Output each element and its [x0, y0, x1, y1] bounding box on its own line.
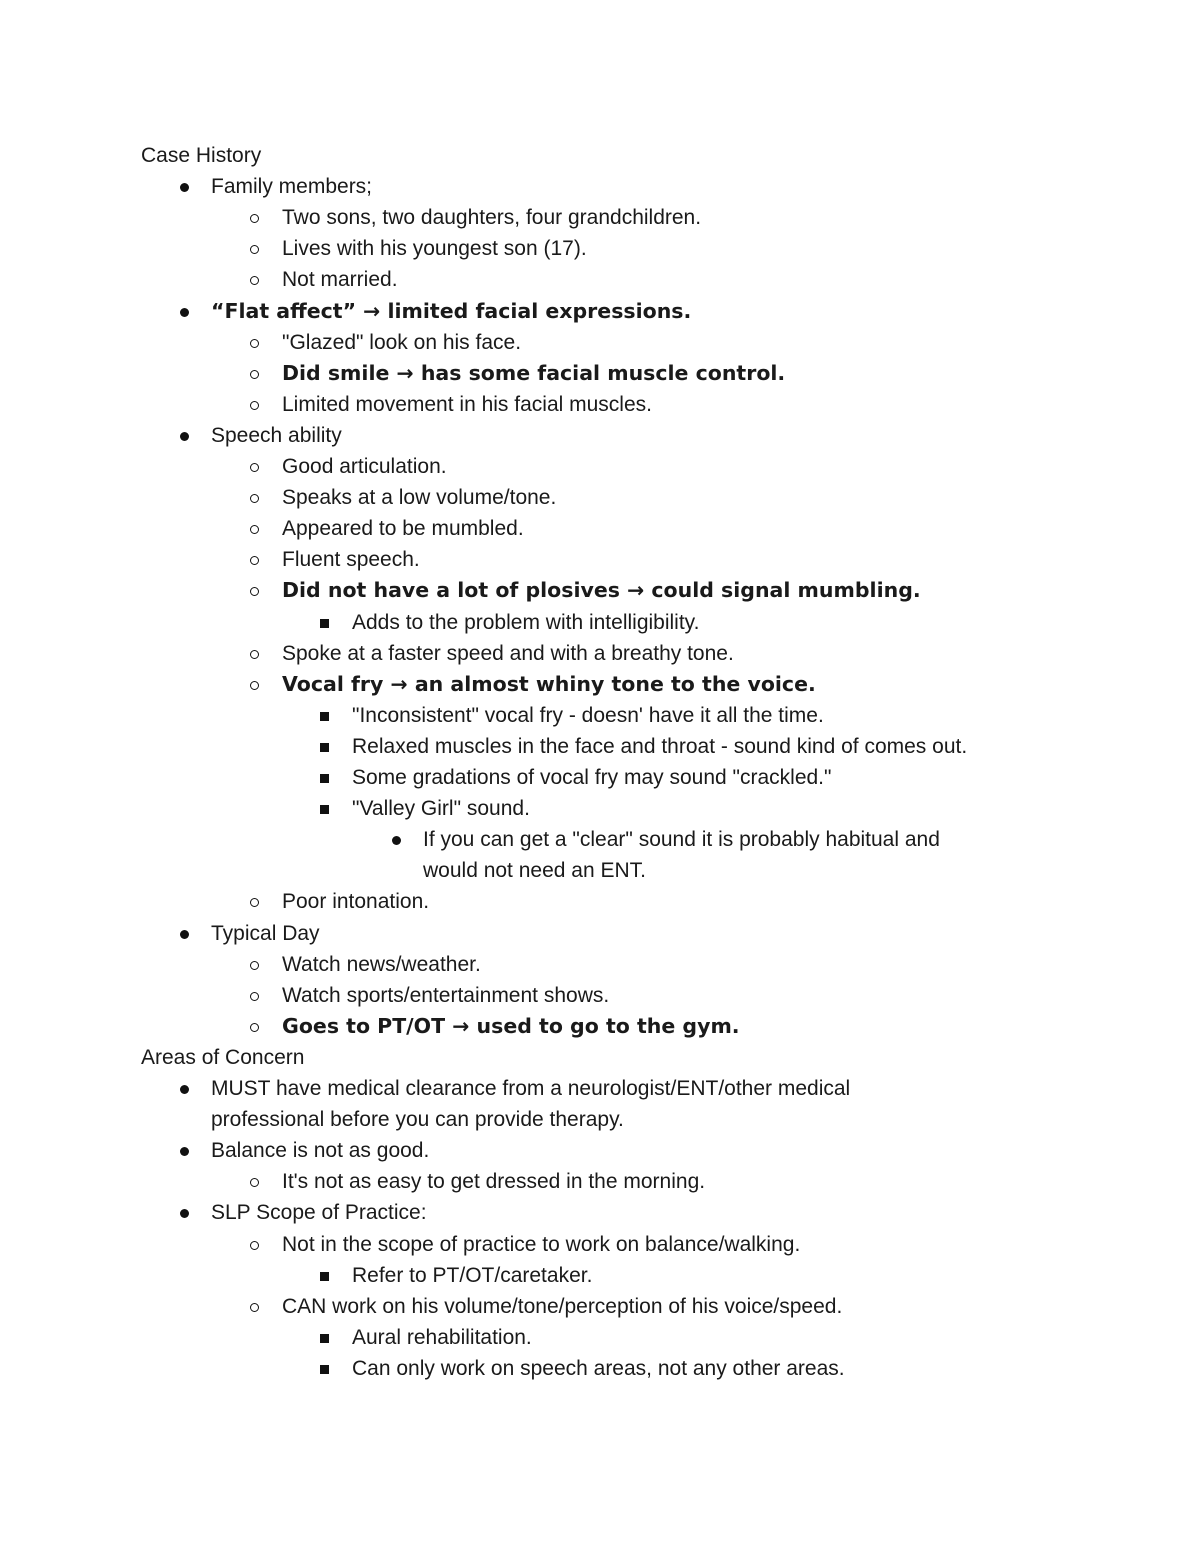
bullet-icon — [250, 992, 259, 1001]
list-item-text: Limited movement in his facial muscles. — [282, 392, 652, 416]
list-item — [423, 855, 646, 886]
list-item-text: Did not have a lot of plosives → could signal mumbling. — [282, 578, 921, 603]
bullet-icon — [180, 183, 189, 192]
list-item — [282, 949, 481, 980]
list-item — [211, 420, 342, 451]
bullet-icon — [320, 1334, 329, 1343]
list-item-text: Relaxed muscles in the face and throat - sound kind of comes out. — [352, 734, 968, 758]
list-item-text: Spoke at a faster speed and with a breathy tone. — [282, 641, 734, 665]
list-item-text: "Valley Girl" sound. — [352, 797, 530, 821]
bullet-icon — [250, 370, 259, 379]
list-item — [282, 886, 429, 917]
list-item-text: Did smile → has some facial muscle control. — [282, 360, 786, 385]
list-item — [282, 264, 398, 295]
bullet-icon — [250, 650, 259, 659]
list-item — [352, 793, 530, 824]
list-item — [211, 1073, 850, 1104]
list-item — [282, 358, 785, 389]
list-item-text: Goes to PT/OT → used to go to the gym. — [282, 1013, 740, 1038]
list-item-text: If you can get a "clear" sound it is probably habitual and — [423, 828, 940, 852]
list-item — [211, 1197, 427, 1228]
list-item — [282, 575, 921, 606]
list-item-text: Balance is not as good. — [211, 1139, 430, 1163]
bullet-icon — [250, 494, 259, 503]
list-item — [282, 544, 420, 575]
list-item-text: Good articulation. — [282, 455, 447, 478]
bullet-icon — [180, 432, 189, 441]
list-item — [211, 1104, 624, 1135]
list-item-text: Poor intonation. — [282, 890, 430, 914]
list-item-text: Some gradations of vocal fry may sound "crackled." — [352, 766, 832, 789]
list-item — [282, 482, 556, 513]
section-heading — [141, 1042, 304, 1073]
bullet-icon — [250, 463, 259, 472]
bullet-icon — [250, 1303, 259, 1312]
bullet-icon — [250, 681, 259, 690]
list-item — [282, 202, 701, 233]
bullet-icon — [392, 836, 401, 845]
list-item-text: SLP Scope of Practice: — [211, 1201, 427, 1225]
list-item-text: Family members; — [211, 175, 373, 199]
list-item-text: Areas of Concern — [141, 1045, 305, 1069]
bullet-icon — [180, 930, 189, 939]
bullet-icon — [250, 961, 259, 970]
list-item — [282, 1166, 705, 1197]
bullet-icon — [250, 525, 259, 534]
list-item — [352, 1353, 845, 1384]
bullet-icon — [320, 712, 329, 721]
bullet-icon — [250, 401, 259, 410]
bullet-icon — [250, 214, 259, 223]
bullet-icon — [320, 774, 329, 783]
list-item — [352, 731, 967, 762]
bullet-icon — [180, 1085, 189, 1094]
list-item-text: Fluent speech. — [282, 548, 420, 572]
list-item — [211, 1135, 429, 1166]
list-item — [352, 607, 699, 638]
list-item-text: Two sons, two daughters, four grandchildren. — [282, 206, 702, 230]
list-item — [211, 918, 320, 949]
list-item-text: Can only work on speech areas, not any other areas. — [352, 1356, 845, 1380]
bullet-icon — [320, 743, 329, 752]
bullet-icon — [250, 898, 259, 907]
bullet-icon — [320, 1365, 329, 1374]
bullet-icon — [320, 1272, 329, 1281]
bullet-icon — [180, 1147, 189, 1156]
bullet-icon — [180, 308, 189, 317]
list-item-text: professional before you can provide therapy. — [211, 1108, 624, 1132]
list-item-text: "Glazed" look on his face. — [282, 330, 522, 354]
list-item-text: Speaks at a low volume/tone. — [282, 486, 557, 510]
bullet-icon — [250, 556, 259, 565]
bullet-icon — [180, 1209, 189, 1218]
list-item-text: Not in the scope of practice to work on balance/walking. — [282, 1232, 801, 1256]
list-item-text: Speech ability — [211, 423, 342, 447]
bullet-icon — [250, 1241, 259, 1250]
list-item — [282, 389, 652, 420]
list-item-text: Appeared to be mumbled. — [282, 517, 524, 541]
list-item-text: Watch sports/entertainment shows. — [282, 983, 610, 1007]
bullet-icon — [250, 1178, 259, 1187]
list-item-text: would not need an ENT. — [423, 859, 646, 883]
list-item — [282, 451, 447, 482]
list-item — [282, 1011, 740, 1042]
list-item-text: "Inconsistent" vocal fry - doesn' have it all the time. — [352, 703, 824, 727]
list-item-text: It's not as easy to get dressed in the morning. — [282, 1170, 706, 1194]
bullet-icon — [250, 339, 259, 348]
list-item-text: CAN work on his volume/tone/perception of his voice/speed. — [282, 1294, 843, 1318]
section-heading — [141, 140, 261, 171]
list-item — [282, 233, 587, 264]
list-item — [282, 327, 521, 358]
list-item-text: Case History — [141, 144, 262, 167]
bullet-icon — [320, 805, 329, 814]
list-item-text: Watch news/weather. — [282, 952, 481, 976]
list-item-text: Vocal fry → an almost whiny tone to the voice. — [282, 671, 816, 696]
list-item-text: Adds to the problem with intelligibility. — [352, 610, 700, 634]
list-item — [352, 1260, 592, 1291]
list-item — [282, 669, 816, 700]
bullet-icon — [250, 276, 259, 285]
list-item-text: Not married. — [282, 268, 398, 292]
list-item — [282, 1291, 842, 1322]
bullet-icon — [320, 619, 329, 628]
list-item — [352, 1322, 532, 1353]
list-item-text: MUST have medical clearance from a neurologist/ENT/other medical — [211, 1077, 851, 1100]
list-item-text: Aural rehabilitation. — [352, 1325, 532, 1349]
bullet-icon — [250, 245, 259, 254]
bullet-icon — [250, 1023, 259, 1032]
list-item — [282, 638, 734, 669]
list-item — [423, 824, 940, 855]
list-item — [282, 980, 609, 1011]
list-item-text: Typical Day — [211, 921, 320, 945]
list-item — [282, 1229, 800, 1260]
list-item-text: Lives with his youngest son (17). — [282, 237, 587, 261]
list-item — [211, 296, 691, 327]
list-item — [352, 762, 831, 793]
list-item — [282, 513, 524, 544]
list-item-text: “Flat affect” → limited facial expressions. — [211, 298, 692, 323]
bullet-icon — [250, 587, 259, 596]
list-item — [352, 700, 824, 731]
list-item-text: Refer to PT/OT/caretaker. — [352, 1263, 593, 1287]
list-item — [211, 171, 372, 202]
